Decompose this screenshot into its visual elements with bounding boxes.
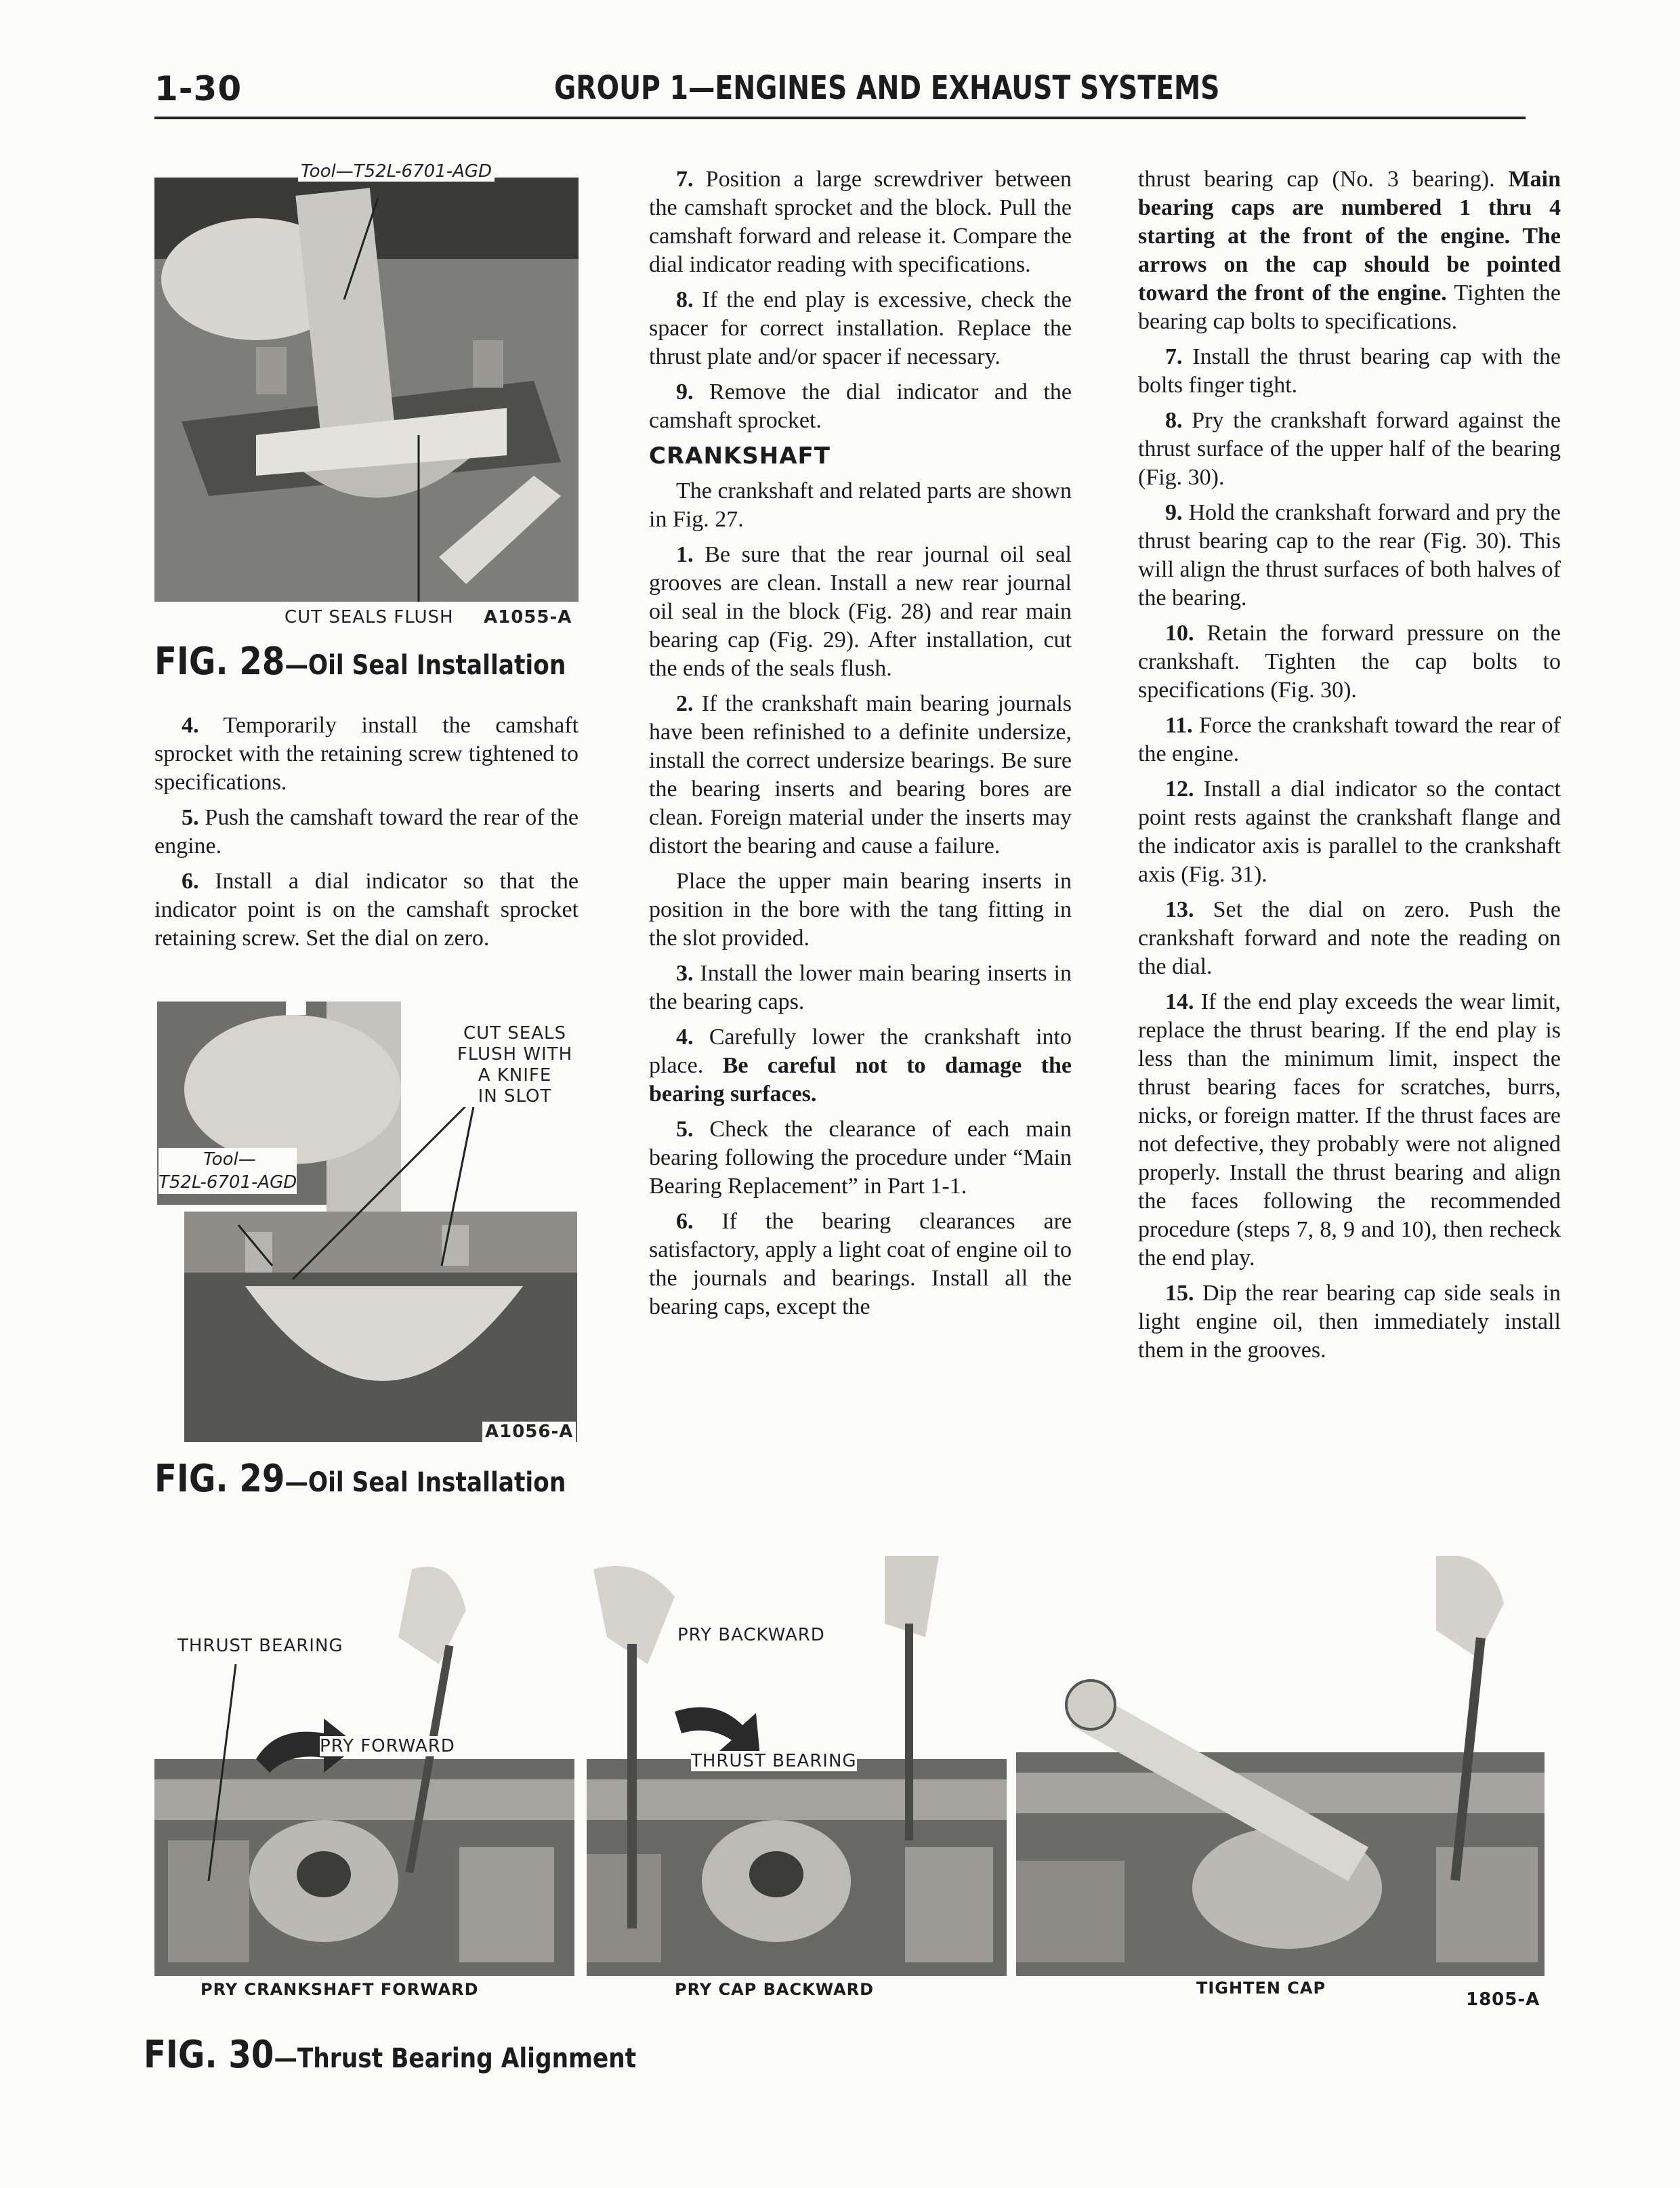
step-10-crankshaft: 10. Retain the forward pressure on the crankshaft. Tighten the cap bolts to specifications (Fig. 30). <box>1138 621 1561 703</box>
fig29-title: —Oil Seal Installation <box>285 1467 566 1498</box>
step-13-crankshaft: 13. Set the dial on zero. Push the crankshaft forward and note the reading on the dial. <box>1138 897 1561 979</box>
fig30-panel1-label-thrust: THRUST BEARING <box>177 1636 343 1656</box>
step-6-camshaft: 6. Install a dial indicator so that the indicator point is on the camshaft sprocket retaining screw. Set the dial on zero. <box>154 869 579 951</box>
fig30-panel2-caption: PRY CAP BACKWARD <box>675 1980 875 1999</box>
fig30-panel3-caption: TIGHTEN CAP <box>1196 1979 1326 1998</box>
fig29-note: CUT SEALS FLUSH WITH A KNIFE IN SLOT <box>447 1023 583 1107</box>
step-15-crankshaft: 15. Dip the rear bearing cap side seals in light engine oil, then immediately install them in the grooves. <box>1138 1281 1561 1363</box>
section-heading-crankshaft: CRANKSHAFT <box>649 442 831 470</box>
fig30-caption <box>144 2033 636 2077</box>
page-number: 1-30 <box>154 69 243 108</box>
step-7-camshaft: 7. Position a large screwdriver between the camshaft sprocket and the block. Pull the camshaft forward and release it. Compare the dial indicator reading with specifications. <box>649 167 1072 277</box>
fig28-title: —Oil Seal Installation <box>285 650 566 681</box>
step-14-crankshaft: 14. If the end play exceeds the wear limit, replace the thrust bearing. If the end play is less than the minimum limit, inspect the thrust bearing faces for scratches, burrs, nicks, or foreign matter. If the thrust faces are not defective, they probably were not aligned properly. Install the thrust bearing and align the faces following the recommended procedure (steps 7, 8, 9 and 10), then recheck the end play. <box>1138 989 1561 1271</box>
fig30-panel2-label-thrust: THRUST BEARING <box>691 1751 857 1771</box>
step-4-camshaft: 4. Temporarily install the camshaft sprocket with the retaining screw tightened to specifications. <box>154 713 579 795</box>
fig30-panel-3 <box>1016 1556 1545 1976</box>
fig28-tool-label: Tool—T52L-6701-AGD <box>298 161 495 182</box>
step-6-crankshaft: 6. If the bearing clearances are satisfactory, apply a light coat of engine oil to the journals and bearings. Install all the bearing caps, except the <box>649 1209 1072 1319</box>
step-7-crankshaft: 7. Install the thrust bearing cap with the bolts finger tight. <box>1138 344 1561 398</box>
column-1 <box>154 711 579 959</box>
step-11-crankshaft: 11. Force the crankshaft toward the rear of the engine. <box>1138 713 1561 766</box>
fig30-code: 1805-A <box>1466 1989 1540 2010</box>
fig30-number: FIG. 30 <box>144 2033 274 2077</box>
bearing-cap-continuation: thrust bearing cap (No. 3 bearing). Main bearing caps are numbered 1 thru 4 starting at the front of the engine. The arrows on the cap should be pointed toward the front of the engine. Tighten the bearing cap bolts to specifications. <box>1138 167 1561 334</box>
fig30-title: —Thrust Bearing Alignment <box>274 2043 637 2074</box>
crankshaft-intro: The crankshaft and related parts are shown in Fig. 27. <box>649 478 1072 532</box>
step-4-crankshaft: 4. Carefully lower the crankshaft into place. Be careful not to damage the bearing surfaces. <box>649 1025 1072 1107</box>
column-3 <box>1138 165 1561 1371</box>
fig30-panel1-label-pry: PRY FORWARD <box>320 1736 455 1756</box>
header-rule <box>154 117 1526 119</box>
fig30-panel1-caption: PRY CRANKSHAFT FORWARD <box>201 1980 479 1999</box>
step-1-crankshaft: 1. Be sure that the rear journal oil seal grooves are clean. Install a new rear journal oil seal in the block (Fig. 28) and rear main bearing cap (Fig. 29). After installation, cut the ends of the seals flush. <box>649 542 1072 681</box>
fig29-caption <box>154 1457 566 1501</box>
group-title: GROUP 1—ENGINES AND EXHAUST SYSTEMS <box>554 69 1220 107</box>
fig28-code: A1055-A <box>484 607 572 627</box>
fig29-code: A1056-A <box>482 1422 576 1442</box>
page-header <box>154 65 1523 119</box>
step-3-crankshaft: 3. Install the lower main bearing inserts in the bearing caps. <box>649 961 1072 1014</box>
fig28-bottom-label: CUT SEALS FLUSH <box>285 607 454 627</box>
step-12-crankshaft: 12. Install a dial indicator so the contact point rests against the crankshaft flange and the indicator axis is parallel to the crankshaft axis (Fig. 31). <box>1138 777 1561 887</box>
step-8-crankshaft: 8. Pry the crankshaft forward against the thrust surface of the upper half of the bearing (Fig. 30). <box>1138 408 1561 490</box>
fig28-number: FIG. 28 <box>154 640 285 684</box>
step-5-crankshaft: 5. Check the clearance of each main bearing following the procedure under “Main Bearing Replacement” in Part 1-1. <box>649 1117 1072 1199</box>
fig28-caption <box>154 640 566 684</box>
step-9-crankshaft: 9. Hold the crankshaft forward and pry the thrust bearing cap to the rear (Fig. 30). This will align the thrust surfaces of both halves of the bearing. <box>1138 500 1561 611</box>
step-9-camshaft: 9. Remove the dial indicator and the camshaft sprocket. <box>649 379 1072 433</box>
place-inserts: Place the upper main bearing inserts in position in the bore with the tang fitting in the slot provided. <box>649 869 1072 951</box>
fig30-panel-1 <box>154 1556 574 1976</box>
step-5-camshaft: 5. Push the camshaft toward the rear of the engine. <box>154 805 579 859</box>
fig30-panel2-label-pry: PRY BACKWARD <box>677 1625 825 1645</box>
step-8-camshaft: 8. If the end play is excessive, check the spacer for correct installation. Replace the thrust plate and/or spacer if necessary. <box>649 287 1072 369</box>
fig29-number: FIG. 29 <box>154 1457 285 1501</box>
fig29-tool-label: Tool— T52L-6701-AGD <box>159 1149 297 1193</box>
fig28-photo <box>154 178 579 602</box>
column-2 <box>649 165 1072 1328</box>
step-2-crankshaft: 2. If the crankshaft main bearing journals have been refinished to a definite undersize, install the correct undersize bearings. Be sure the bearing inserts and bearing bores are clean. Foreign material under the inserts may distort the bearing and cause a failure. <box>649 691 1072 859</box>
